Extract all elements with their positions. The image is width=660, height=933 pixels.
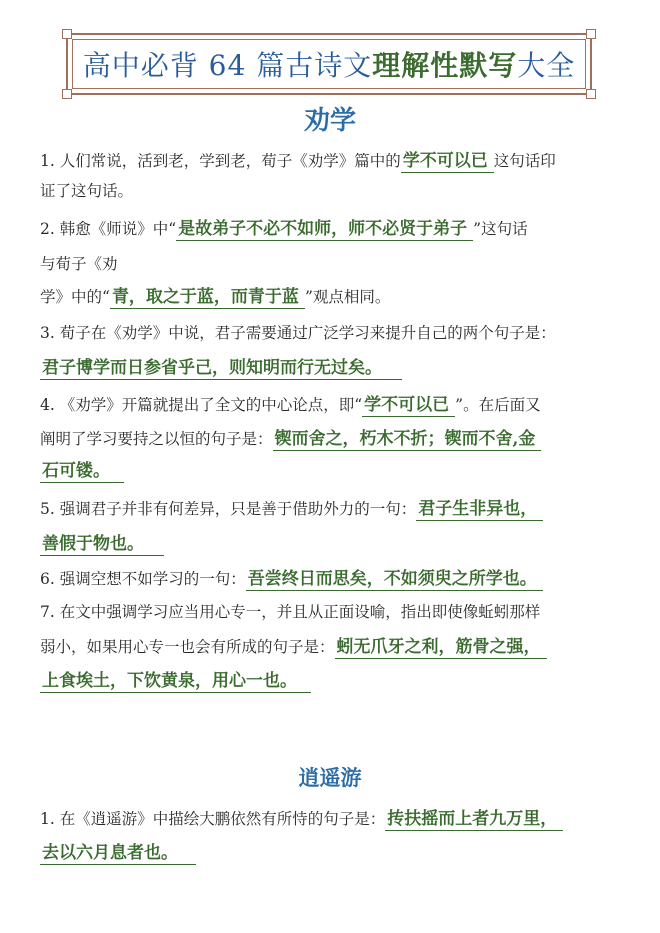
frame-corner bbox=[62, 29, 72, 39]
answer: 石可镂。 bbox=[40, 461, 124, 483]
answer: 去以六月息者也。 bbox=[40, 843, 196, 865]
section-title-xiaoyaoyou: 逍遥游 bbox=[298, 765, 362, 790]
item-7-line-3 bbox=[40, 670, 311, 692]
answer: 学不可以已 bbox=[362, 395, 455, 417]
item-2-line-1: 2. 韩愈《师说》中“ 是故弟子不必不如师，师不必贤于弟子 ”这句话 bbox=[40, 219, 528, 239]
item-6-line-1: 6. 强调空想不如学习的一句： 吾尝终日而思矣，不如须臾之所学也。 bbox=[40, 568, 543, 590]
item-1-line-2: 证了这句话。 bbox=[40, 182, 134, 200]
item-7-line-2: 弱小，如果用心专一也会有所成的句子是： 蚓无爪牙之利，筋骨之强， bbox=[40, 636, 547, 658]
answer: 是故弟子不必不如师，师不必贤于弟子 bbox=[176, 219, 473, 241]
item-2-line-3: 学》中的“ 青，取之于蓝，而青于蓝 ”观点相同。 bbox=[40, 287, 391, 307]
answer: 抟扶摇而上者九万里， bbox=[385, 809, 563, 831]
frame-corner bbox=[62, 89, 72, 99]
item-4-line-3 bbox=[40, 460, 124, 482]
answer: 上食埃土，下饮黄泉，用心一也。 bbox=[40, 671, 311, 693]
frame-corner bbox=[586, 89, 596, 99]
item-5-line-1: 5. 强调君子并非有何差异，只是善于借助外力的一句： 君子生非异也， bbox=[40, 498, 543, 520]
answer: 青，取之于蓝，而青于蓝 bbox=[110, 287, 305, 309]
answer: 君子博学而日参省乎己，则知明而行无过矣。 bbox=[40, 358, 402, 380]
item-3-line-1: 3. 荀子在《劝学》中说，君子需要通过广泛学习来提升自己的两个句子是： bbox=[40, 324, 556, 342]
title-part-2: 理解性默写 bbox=[372, 49, 518, 82]
page-title bbox=[83, 44, 575, 84]
item-1-line-1: 1. 人们常说，活到老，学到老，荀子《劝学》篇中的 学不可以已 这句话印 bbox=[40, 151, 556, 171]
answer: 善假于物也。 bbox=[40, 534, 164, 556]
frame-corner bbox=[586, 29, 596, 39]
item-4-line-2: 阐明了学习要持之以恒的句子是： 锲而舍之，朽木不折；锲而不舍,金 bbox=[40, 428, 541, 450]
title-frame bbox=[66, 33, 592, 95]
answer: 蚓无爪牙之利，筋骨之强， bbox=[335, 637, 547, 659]
xyy-item-1-line-1: 1. 在《逍遥游》中描绘大鹏依然有所恃的句子是： 抟扶摇而上者九万里， bbox=[40, 808, 563, 830]
item-4-line-1: 4. 《劝学》开篇就提出了全文的中心论点，即“ 学不可以已 ”。在后面又 bbox=[40, 395, 541, 415]
answer: 锲而舍之，朽木不折；锲而不舍,金 bbox=[273, 429, 542, 451]
answer: 吾尝终日而思矣，不如须臾之所学也。 bbox=[246, 569, 543, 591]
item-2-line-2: 与荀子《劝 bbox=[40, 255, 118, 273]
item-7-line-1: 7. 在文中强调学习应当用心专一，并且从正面设喻，指出即使像蚯蚓那样 bbox=[40, 603, 541, 621]
answer: 学不可以已 bbox=[401, 151, 494, 173]
section-title-quanxue: 劝学 bbox=[303, 106, 356, 136]
title-part-3: 大全 bbox=[517, 49, 576, 82]
item-3-line-2 bbox=[40, 357, 402, 379]
answer: 君子生非异也， bbox=[416, 499, 543, 521]
xyy-item-1-line-2 bbox=[40, 842, 196, 864]
item-5-line-2 bbox=[40, 533, 164, 555]
title-part-1: 高中必背 64 篇古诗文 bbox=[82, 49, 373, 82]
